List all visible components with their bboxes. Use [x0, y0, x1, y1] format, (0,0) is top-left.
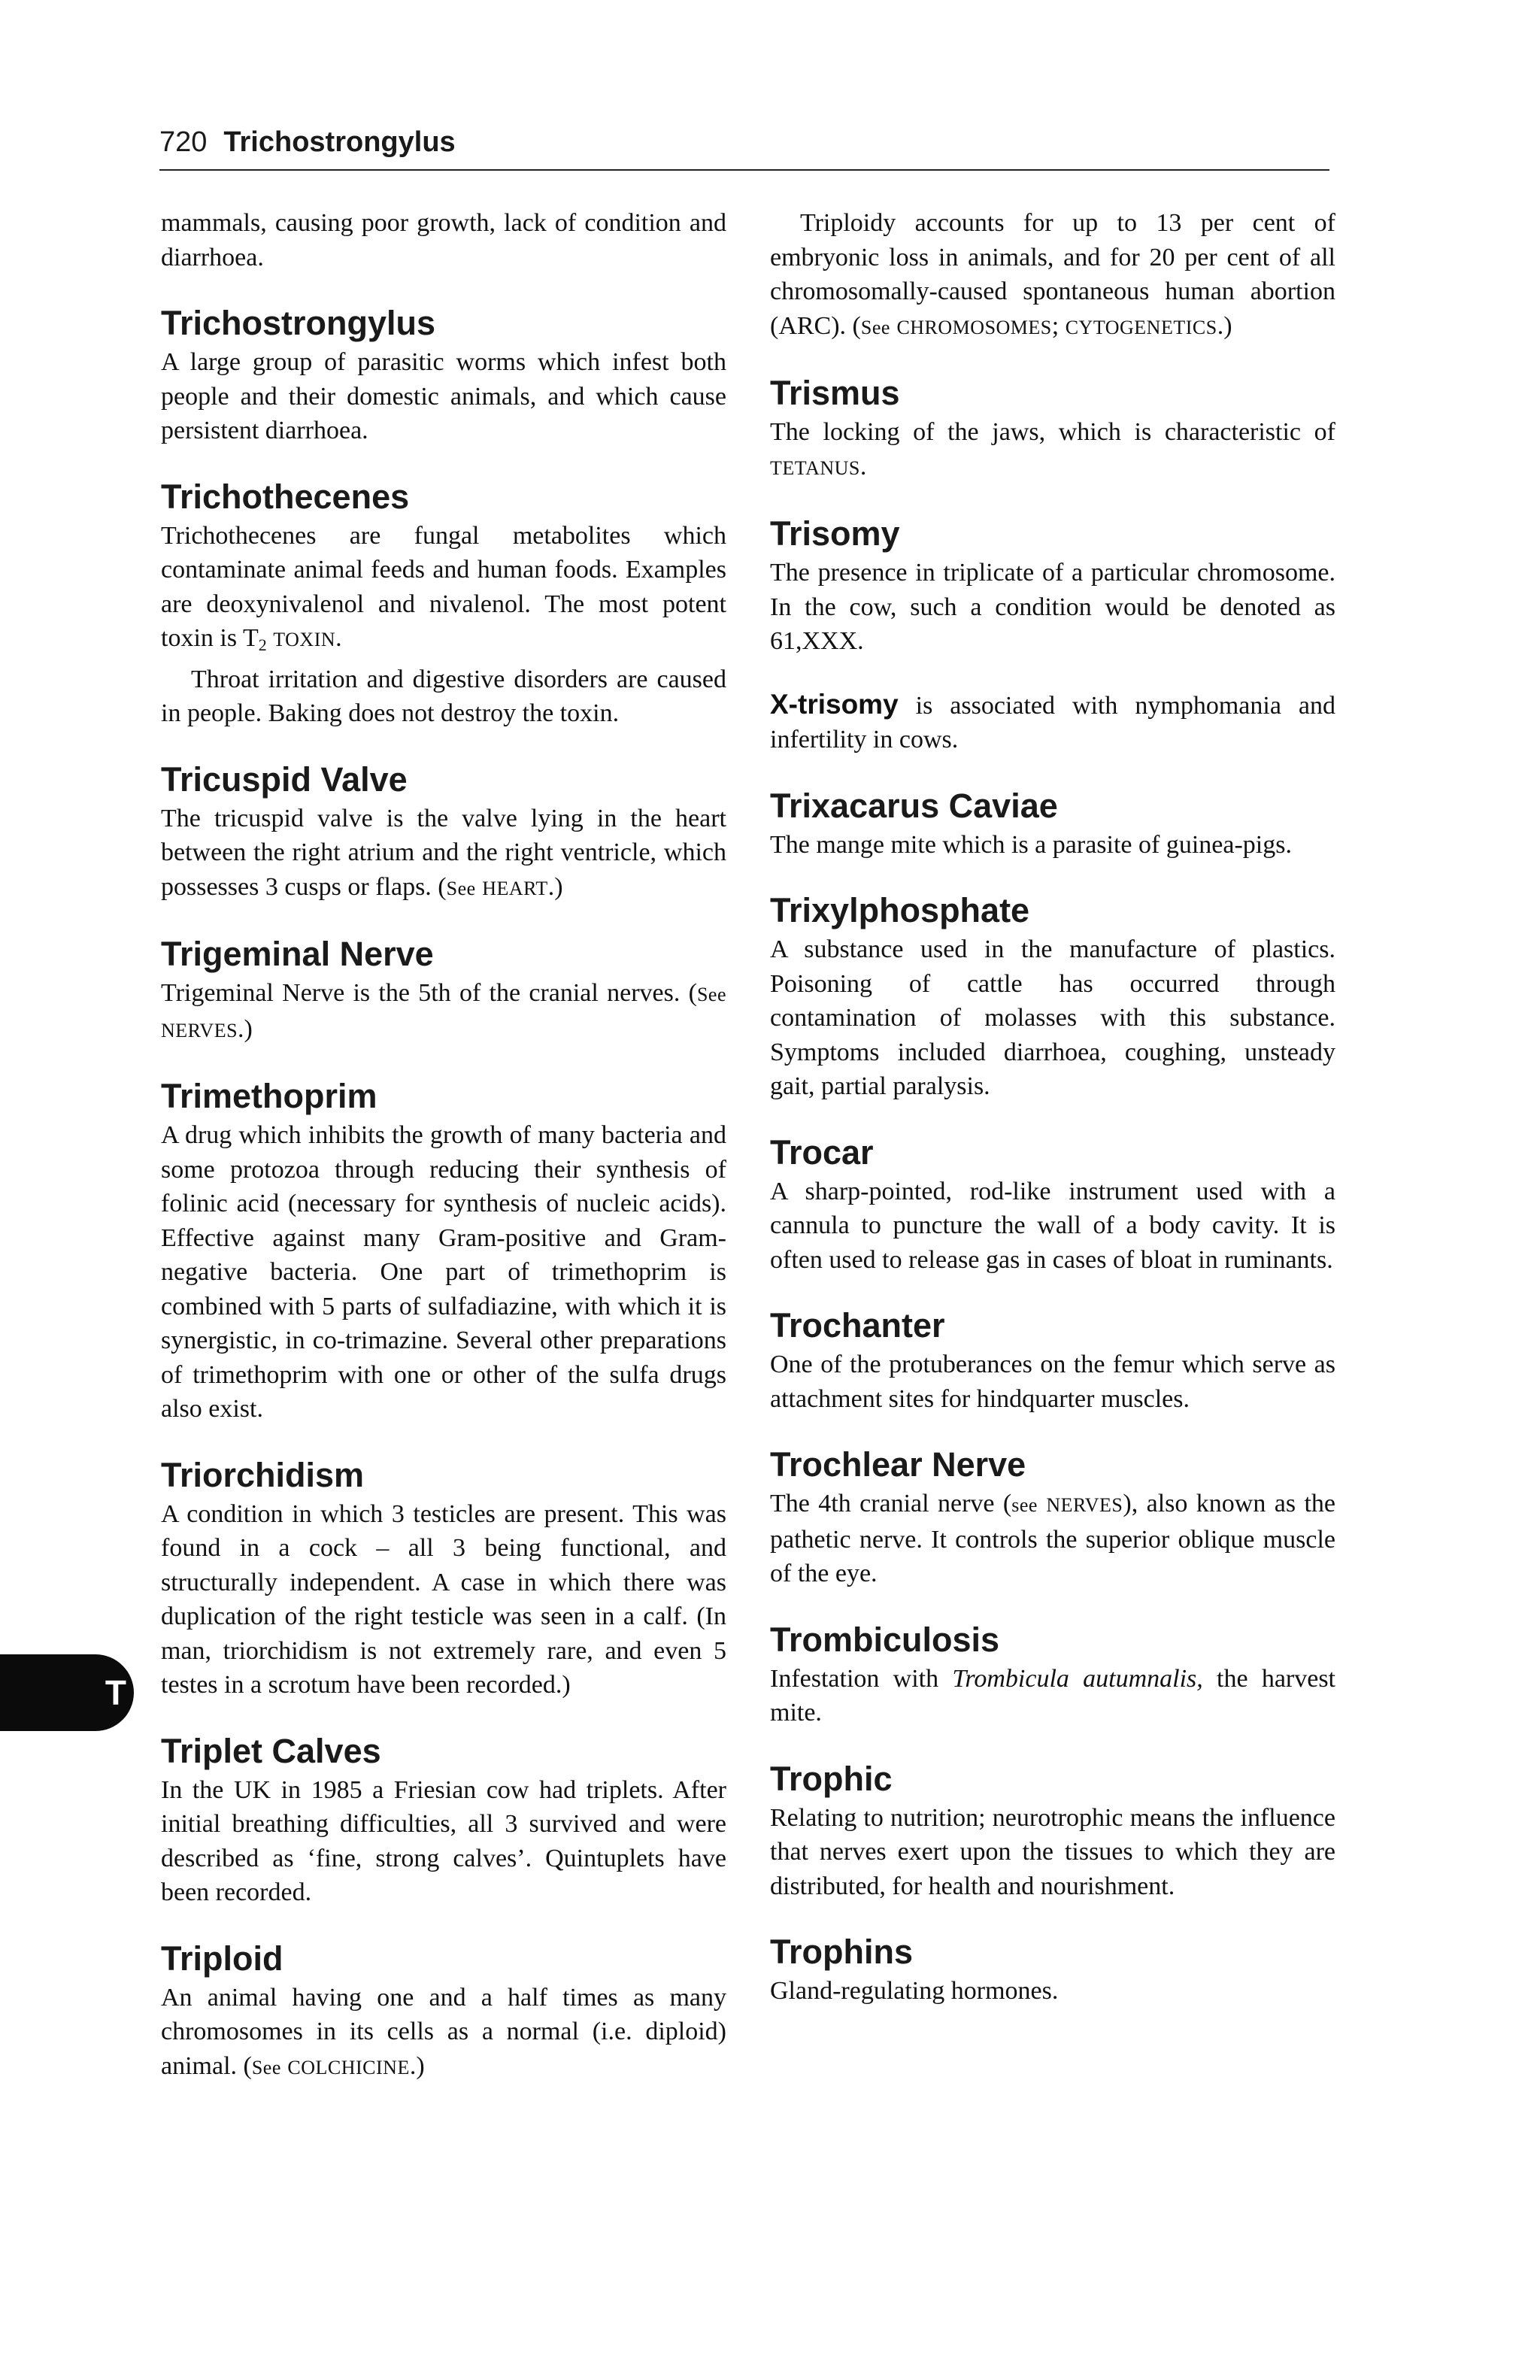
running-title: Trichostrongylus [223, 126, 456, 158]
entry-text: .) [409, 2051, 425, 2080]
entry-body: In the UK in 1985 a Friesian cow had triplets. After initial breathing difficulties, all 3 survived and were described as ‘fine, strong calves’. Quintuplets have been recorded. [161, 1775, 726, 1906]
entry-text: is associated with nymphomania and infertility in cows. [770, 691, 1335, 753]
entry-continuation-left [161, 206, 726, 274]
entry-heading: Trixylphosphate [770, 891, 1030, 929]
entry-heading: Trombiculosis [770, 1620, 1000, 1659]
entry-body-paragraph: Throat irritation and digestive disorders are caused in people. Baking does not destroy the toxin. [161, 665, 726, 727]
entry-body [161, 1981, 726, 2085]
entry-heading: Trigeminal Nerve [161, 935, 434, 973]
entry-body [161, 802, 726, 906]
entry-trocar [770, 1132, 1335, 1278]
entry-text: Triploidy accounts for up to 13 per cent of embryonic loss in animals, and for 20 per cent of all chromosomally-caused spontaneous human abortion (ARC). ( [770, 209, 1335, 340]
entry-text: Trichothecenes are fungal metabolites which contaminate animal feeds and human foods. Examples are deoxynivalenol and nivalenol. The most potent toxin is T [161, 521, 726, 652]
entry-body: The presence in triplicate of a particular chromosome. In the cow, such a condition would be denoted as 61,XXX. [770, 559, 1335, 655]
entry-text: The locking of the jaws, which is characteristic of [770, 418, 1335, 446]
entry-text: ; [1051, 311, 1066, 340]
entry-heading: Tricuspid Valve [161, 759, 408, 799]
cross-reference: TOXIN [273, 629, 336, 650]
cross-reference: CHROMOSOMES [896, 316, 1052, 338]
entry-text: An animal having one and a half times as many chromosomes in its cells as a normal (i.e. diploid) animal. ( [161, 1983, 726, 2080]
entry-body: A condition in which 3 testicles are present. This was found in a cock – all 3 being functional, and structurally independent. A case in which there was duplication of the right testicle was seen in a calf. (In man, triorchidism is not extremely rare, and even 5 testes in a scrotum have been recorded.) [161, 1499, 726, 1699]
entry-text: the harvest mite. [770, 1664, 1336, 1727]
see-label: see [1011, 1494, 1038, 1516]
entry-text: .) [547, 872, 563, 901]
entry-heading: Trochanter [770, 1306, 945, 1345]
run-in-heading: X-trisomy [770, 688, 899, 720]
entry-body [161, 519, 726, 662]
cross-reference: COLCHICINE [287, 2056, 410, 2078]
entry-trichothecenes [161, 477, 726, 731]
entry-heading: Trochlear Nerve [770, 1445, 1026, 1484]
entry-heading: Triorchidism [161, 1455, 365, 1494]
entry-body: Relating to nutrition; neurotrophic means the influence that nerves exert upon the tissues to which they are distributed, for health and nourishment. [770, 1803, 1335, 1900]
entry-text: . [859, 452, 867, 481]
entry-body [770, 415, 1335, 485]
see-label: See [860, 316, 890, 338]
page-number: 720 [159, 126, 208, 158]
entry-trimethoprim [161, 1076, 726, 1426]
entry-trombiculosis [770, 1620, 1335, 1730]
entry-heading: Trixacarus Caviae [770, 786, 1058, 825]
entry-body: A substance used in the manufacture of plastics. Poisoning of cattle has occurred through contamination of molasses with this substance. Symptoms included diarrhoea, coughing, unsteady gait, partial paralysis. [770, 935, 1335, 1100]
continuation-text [770, 206, 1335, 344]
entry-trisomy [770, 514, 1335, 757]
entry-heading: Trimethoprim [161, 1077, 377, 1115]
entry-triorchidism [161, 1455, 726, 1702]
entry-heading: Trocar [770, 1132, 874, 1172]
entry-heading: Trismus [770, 374, 900, 412]
entry-text: The tricuspid valve is the valve lying in the heart between the right atrium and the right ventricle, which possesses 3 cusps or flaps. ( [161, 804, 726, 901]
cross-reference: CYTOGENETICS [1065, 316, 1217, 338]
left-column [161, 206, 726, 2084]
entry-body: A drug which inhibits the growth of many bacteria and some protozoa through reducing their synthesis of folinic acid (necessary for synthesis of nucleic acids). Effective against many Gram-positive and Gram-negative bacteria. One part of trimethoprim is combined with 5 parts of sulfadiazine, with which it is synergistic, in co-trimazine. Several other preparations of trimethoprim with one or other of the sulfa drugs also exist. [161, 1121, 726, 1423]
continuation-text: mammals, causing poor growth, lack of condition and diarrhoea. [161, 209, 726, 271]
entry-heading: Trophic [770, 1759, 893, 1798]
entry-heading: Triplet Calves [161, 1731, 381, 1770]
entry-body: The mange mite which is a parasite of guinea-pigs. [770, 830, 1292, 859]
thumb-index-letter: T [105, 1673, 126, 1712]
entry-text: The 4th cranial nerve ( [770, 1490, 1012, 1517]
entry-text: .) [238, 1014, 253, 1043]
entry-text: Trigeminal Nerve is the 5th of the cranial nerves. ( [161, 979, 697, 1007]
entry-heading: Trophins [770, 1933, 913, 1971]
entry-text: ), also known as the pathetic nerve. It controls the superior oblique muscle of the eye. [770, 1490, 1335, 1587]
entry-text: Infestation with [770, 1664, 953, 1693]
see-label: See [251, 2056, 281, 2078]
entry-trixacarus-caviae [770, 786, 1335, 863]
entry-body [161, 976, 726, 1048]
entry-text: . [335, 624, 342, 652]
entry-trochanter [770, 1305, 1335, 1416]
entry-trixylphosphate [770, 890, 1335, 1104]
entry-body [770, 1662, 1335, 1730]
entry-continuation-right [770, 206, 1335, 344]
entry-body: A large group of parasitic worms which infest both people and their domestic animals, and which cause persistent diarrhoea. [161, 348, 726, 444]
cross-reference: NERVES [1046, 1494, 1123, 1516]
entry-trophins [770, 1932, 1335, 2009]
entry-heading: Trichothecenes [161, 477, 410, 516]
entry-triploid [161, 1939, 726, 2085]
cross-reference: HEART [482, 877, 548, 899]
entry-body-paragraph [770, 687, 1335, 757]
entry-heading: Trichostrongylus [161, 304, 436, 342]
entry-body: One of the protuberances on the femur which serve as attachment sites for hindquarter muscles. [770, 1351, 1335, 1413]
entry-heading: Trisomy [770, 514, 900, 553]
species-name: Trombicula autumnalis, [952, 1664, 1203, 1693]
entry-trochlear-nerve [770, 1445, 1335, 1591]
entry-body: Gland-regulating hormones. [770, 1977, 1059, 2005]
entry-heading: Triploid [161, 1939, 283, 1978]
cross-reference: TETANUS [770, 456, 860, 479]
entry-triplet-calves [161, 1731, 726, 1910]
subscript: 2 [258, 635, 267, 654]
right-column [770, 206, 1335, 2009]
entry-trichostrongylus [161, 303, 726, 448]
entry-tricuspid-valve [161, 759, 726, 906]
entry-body: A sharp-pointed, rod-like instrument used with a cannula to puncture the wall of a body cavity. It is often used to release gas in cases of bloat in ruminants. [770, 1177, 1335, 1274]
see-label: See [696, 984, 726, 1005]
entry-body [770, 1487, 1335, 1591]
entry-trismus [770, 373, 1335, 485]
see-label: See [446, 877, 476, 899]
entry-trigeminal-nerve [161, 934, 726, 1048]
entry-text: .) [1217, 311, 1232, 340]
cross-reference: NERVES [161, 1019, 238, 1041]
entry-trophic [770, 1759, 1335, 1904]
running-header [159, 126, 1329, 171]
thumb-index-tab [0, 1654, 134, 1731]
